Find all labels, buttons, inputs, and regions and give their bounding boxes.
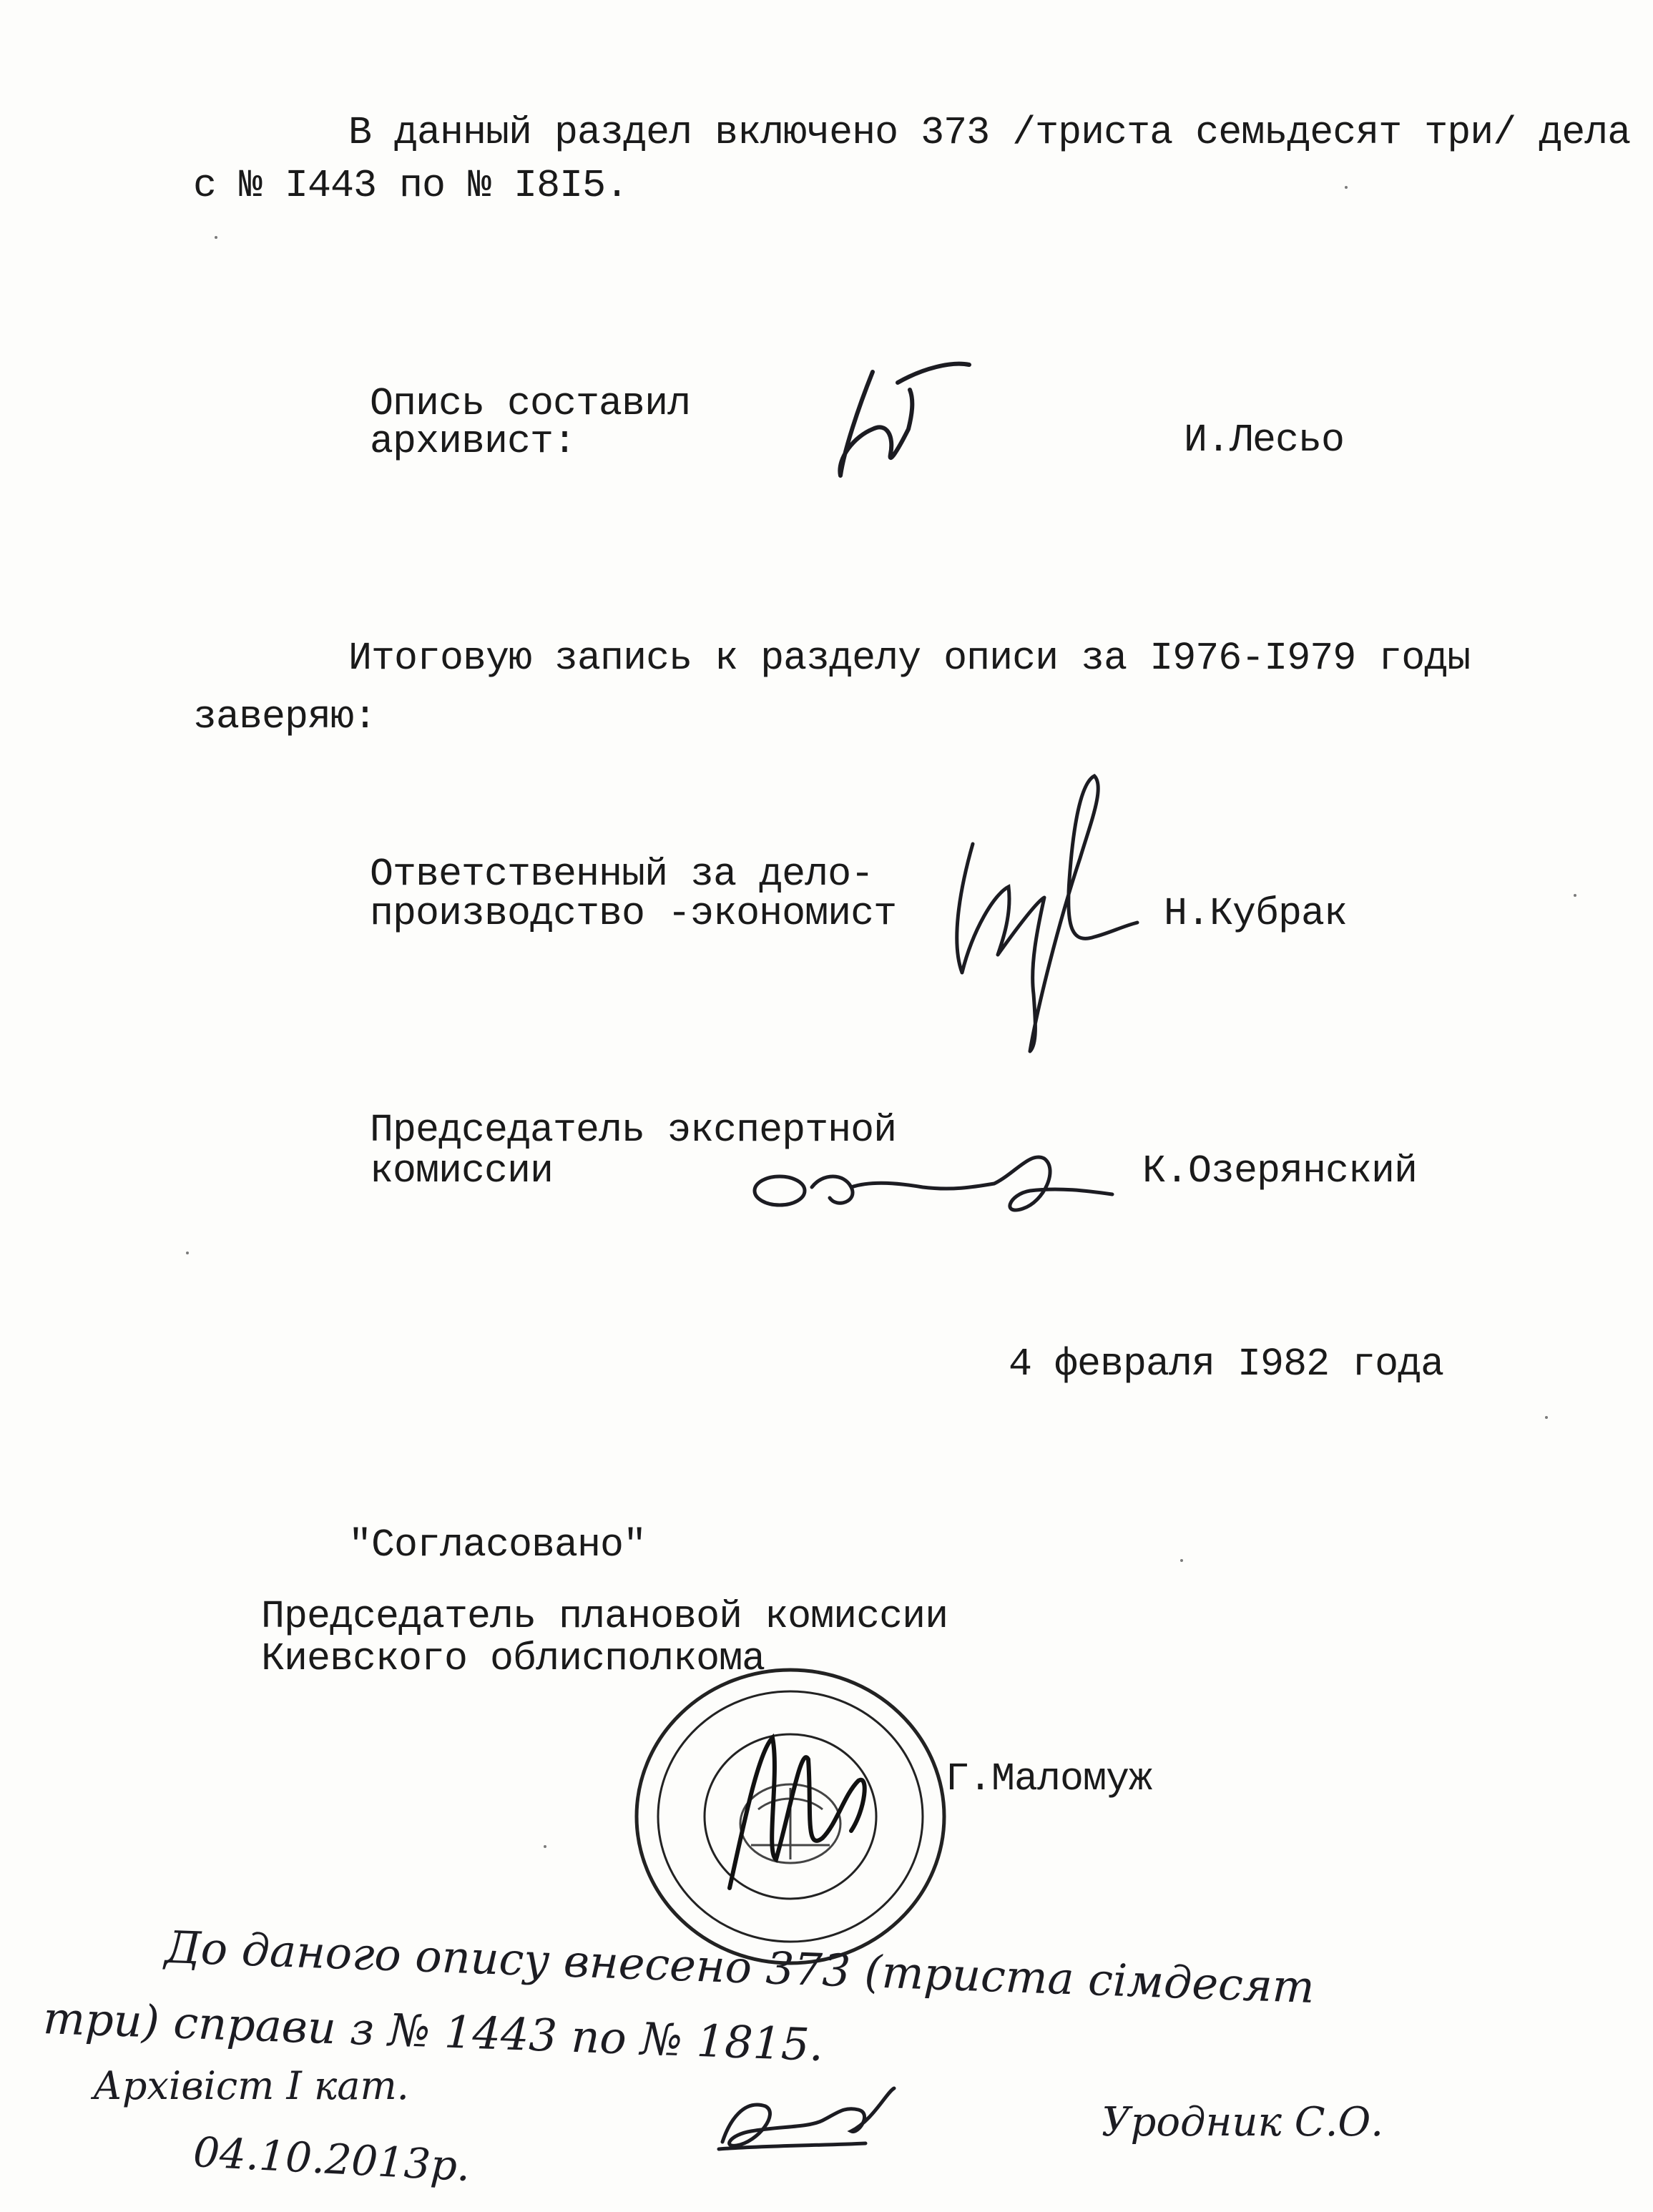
scan-speck <box>186 1252 189 1254</box>
document-date: 4 февраля I982 года <box>1009 1342 1444 1387</box>
scan-speck <box>544 1845 546 1848</box>
approval-name: Г.Маломуж <box>946 1756 1152 1801</box>
compiler-label-1: Опись составил <box>370 381 691 426</box>
intro-line-2: с № I443 по № I8I5. <box>193 163 629 208</box>
responsible-signature <box>930 772 1144 1058</box>
scan-speck <box>1180 1559 1183 1562</box>
archivist-signature <box>708 2078 923 2163</box>
official-stamp <box>622 1666 958 1981</box>
compiler-signature <box>830 350 987 493</box>
certification-line-2: заверяю: <box>193 694 377 739</box>
expert-label-2: комиссии <box>370 1149 554 1194</box>
handwritten-date: 04.10.2013р. <box>192 2127 472 2191</box>
responsible-label-1: Ответственный за дело- <box>370 852 874 897</box>
responsible-name: Н.Кубрак <box>1164 891 1348 936</box>
scan-speck <box>1574 894 1576 897</box>
expert-signature <box>744 1130 1116 1230</box>
approval-line-1: Председатель плановой комиссии <box>261 1594 948 1639</box>
handwritten-line-3: Архівіст І кат. <box>93 2063 409 2108</box>
compiler-name: И.Лесьо <box>1184 418 1345 463</box>
handwritten-line-2: три) справи з № 1443 по № 1815. <box>42 1991 825 2072</box>
expert-name: К.Озерянский <box>1142 1149 1418 1194</box>
scan-speck <box>215 236 217 239</box>
expert-label-1: Председатель экспертной <box>370 1108 897 1153</box>
handwritten-name: Уродник С.О. <box>1102 2099 1384 2145</box>
approval-line-2: Киевского облисполкома <box>261 1636 765 1681</box>
responsible-label-2: производство -экономист <box>370 891 897 936</box>
scan-speck <box>1545 1416 1548 1419</box>
certification-line-1: Итоговую запись к разделу описи за I976-I979 годы <box>348 636 1471 681</box>
compiler-label-2: архивист: <box>370 419 577 464</box>
scan-speck <box>1345 186 1348 189</box>
approval-heading: "Согласовано" <box>348 1523 647 1568</box>
intro-line-1: В данный раздел включено 373 /триста семьдесят три/ дела <box>348 110 1631 155</box>
handwritten-line-1: До даного опису внесено 373 (триста сімдесят <box>164 1920 1315 2014</box>
